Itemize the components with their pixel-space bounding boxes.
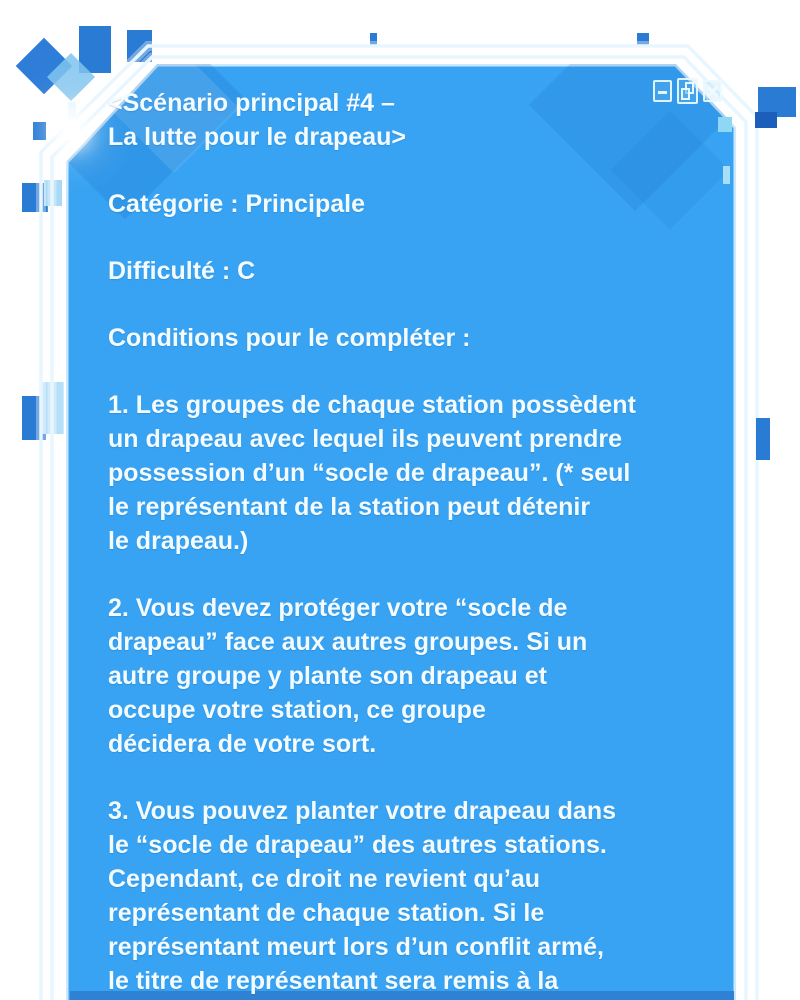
quest-title-line-2: La lutte pour le drapeau> bbox=[108, 123, 406, 151]
deco-square-right-2 bbox=[755, 112, 777, 128]
quest-category: Catégorie : Principale bbox=[108, 190, 366, 218]
quest-title bbox=[108, 86, 728, 154]
quest-condition-2: 2. Vous devez protéger votre “socle de drapeau” face aux autres groupes. Si un autre groupe y plante son drapeau et occupe votre station, ce groupe décidera de votre sort. bbox=[108, 594, 588, 758]
quest-title-line-1: <Scénario principal #4 – bbox=[108, 89, 395, 117]
quest-difficulty: Difficulté : C bbox=[108, 257, 256, 285]
deco-bar-right-edge bbox=[756, 418, 770, 460]
quest-condition-3: 3. Vous pouvez planter votre drapeau dans le “socle de drapeau” des autres stations. Cependant, ce droit ne revient qu’au représentant de chaque station. Si le représentant meurt lors d’un conflit armé, le titre de représentant sera remis à la bbox=[108, 797, 616, 995]
quest-conditions-heading: Conditions pour le compléter : bbox=[108, 324, 471, 352]
quest-panel-content bbox=[108, 86, 728, 1000]
deco-glow-dot bbox=[63, 119, 80, 140]
quest-condition-1: 1. Les groupes de chaque station possèdent un drapeau avec lequel ils peuvent prendre possession d’un “socle de drapeau”. (* seul le représentant de la station peut détenir le drapeau.) bbox=[108, 391, 636, 555]
